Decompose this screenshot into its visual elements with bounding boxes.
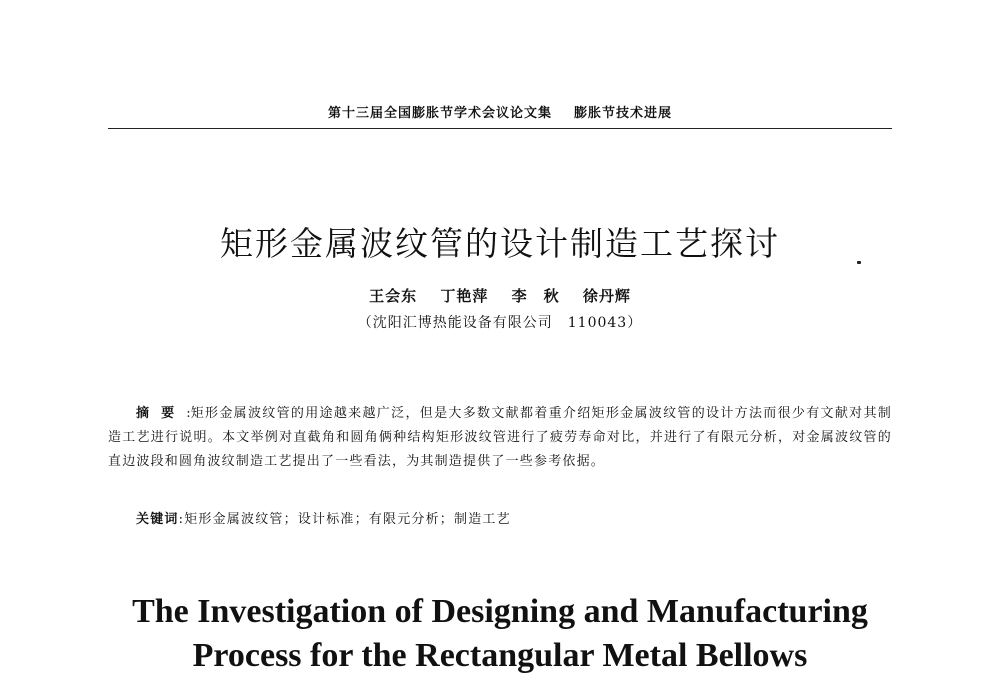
proceedings-title: 第十三届全国膨胀节学术会议论文集 <box>327 106 552 121</box>
header-rule <box>108 128 892 129</box>
keywords: 关键词:矩形金属波纹管；设计标准；有限元分析；制造工艺 <box>136 512 511 527</box>
author-name: 李 秋 <box>511 287 560 305</box>
author-list <box>0 285 1000 306</box>
paper-title-chinese: 矩形金属波纹管的设计制造工艺探讨 <box>220 224 780 263</box>
author-name: 丁艳萍 <box>440 287 489 305</box>
title-line-1: The Investigation of Designing and Manufacturing <box>132 593 868 630</box>
author-name: 徐丹辉 <box>582 287 631 305</box>
abstract: 摘要:矩形金属波纹管的用途越来越广泛，但是大多数文献都着重介绍矩形金属波纹管的设计方法而很少有文献对其制造工艺进行说明。本文举例对直截角和圆角俩种结构矩形波纹管进行了疲劳寿命对比，并进行了有限元分析，对金属波纹管的直边波段和圆角波纹制造工艺提出了一些看法，为其制造提供了一些参考依据。 <box>108 406 892 469</box>
running-header <box>108 102 892 121</box>
title-line-2: Process for the Rectangular Metal Bellows <box>192 637 808 674</box>
series-title: 膨胀节技术进展 <box>574 106 673 121</box>
keywords-label: 关键词 <box>136 512 179 527</box>
scan-speck <box>857 261 861 264</box>
abstract-text: 矩形金属波纹管的用途越来越广泛，但是大多数文献都着重介绍矩形金属波纹管的设计方法而很少有文献对其制造工艺进行说明。本文举例对直截角和圆角俩种结构矩形波纹管进行了疲劳寿命对比，并进行了有限元分析，对金属波纹管的直边波段和圆角波纹制造工艺提出了一些看法，为其制造提供了一些参考依据。 <box>108 406 892 469</box>
affiliation: （沈阳汇博热能设备有限公司 110043） <box>357 315 643 331</box>
keywords-text: 矩形金属波纹管；设计标准；有限元分析；制造工艺 <box>184 512 511 527</box>
author-name: 王会东 <box>369 287 418 305</box>
abstract-label: 摘要 <box>136 406 187 421</box>
paper-title-english <box>0 590 1000 678</box>
